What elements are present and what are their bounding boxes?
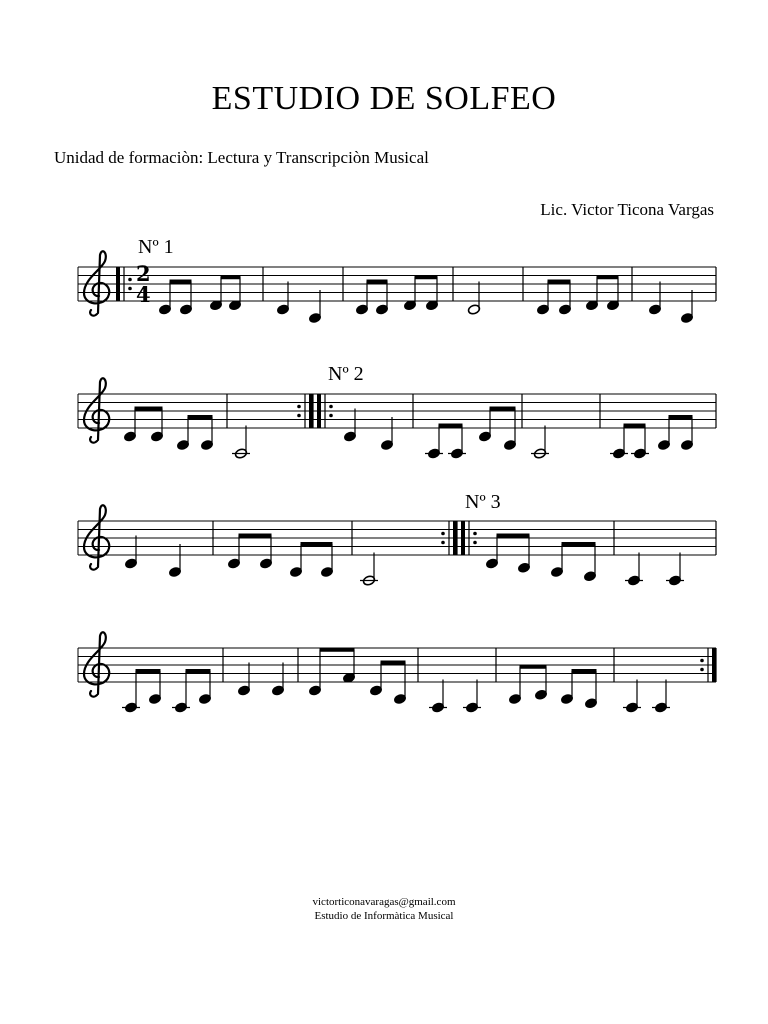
time-signature-top: 2	[136, 261, 151, 286]
repeat-end-dot	[700, 668, 704, 672]
repeat-end-dot	[441, 541, 445, 545]
repeat-end-dot	[297, 414, 301, 418]
exercise-label-2: Nº 2	[328, 363, 364, 385]
page-title: ESTUDIO DE SOLFEO	[211, 80, 557, 117]
note-beam	[439, 424, 463, 428]
note-beam	[136, 669, 161, 673]
note-beam	[221, 275, 241, 279]
page-subtitle: Unidad de formaciòn: Lectura y Transcripciòn Musical	[54, 148, 429, 167]
note-beam	[170, 280, 192, 284]
note-beam	[497, 534, 530, 538]
treble-clef-icon	[84, 632, 109, 696]
note-beam	[624, 424, 646, 428]
exercise-label-3: Nº 3	[465, 491, 501, 513]
note-beam	[597, 275, 619, 279]
page-footer	[0, 895, 768, 923]
note-beam	[669, 415, 693, 419]
repeat-end-dot	[441, 532, 445, 536]
repeat-start-dot	[128, 287, 132, 291]
repeat-start-dot	[473, 532, 477, 536]
note-beam	[188, 415, 213, 419]
note-beam	[562, 542, 596, 546]
treble-clef-icon	[84, 378, 109, 442]
repeat-start-dot	[473, 541, 477, 545]
note-beam	[301, 542, 333, 546]
treble-clef-icon	[84, 505, 109, 569]
note-beam	[490, 407, 516, 411]
repeat-start-dot	[329, 414, 333, 418]
repeat-start-dot	[329, 405, 333, 409]
note-beam	[320, 648, 355, 652]
repeat-end-dot	[297, 405, 301, 409]
repeat-end-thick	[309, 394, 313, 428]
note-beam	[367, 280, 388, 284]
note-beam	[239, 534, 272, 538]
composer-name: Lic. Victor Ticona Vargas	[540, 200, 714, 219]
repeat-end-thick	[712, 648, 716, 682]
note-beam	[186, 669, 211, 673]
repeat-start-thick	[116, 267, 120, 301]
repeat-end-thick	[453, 521, 457, 555]
note-beam	[572, 669, 597, 673]
time-signature-bottom: 4	[136, 282, 151, 307]
footer-studio: Estudio de Informàtica Musical	[314, 910, 454, 922]
repeat-end-dot	[700, 659, 704, 663]
exercise-label-1: Nº 1	[138, 236, 174, 258]
note-beam	[381, 661, 406, 665]
repeat-start-thick	[461, 521, 465, 555]
repeat-start-dot	[128, 278, 132, 282]
treble-clef-icon	[84, 251, 109, 315]
repeat-start-thick	[317, 394, 321, 428]
note-beam	[520, 665, 547, 669]
footer-email: victorticonavaragas@gmail.com	[312, 896, 456, 908]
note-beam	[548, 280, 571, 284]
note-beam	[415, 275, 438, 279]
note-beam	[135, 407, 163, 411]
